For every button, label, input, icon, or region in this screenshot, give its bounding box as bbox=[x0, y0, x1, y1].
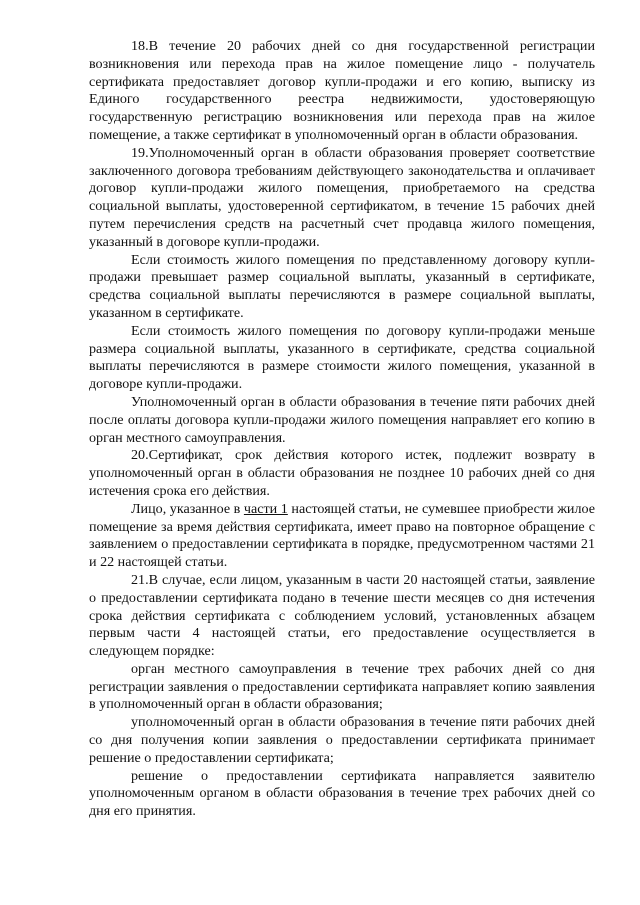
paragraph-text-after-link: настоящей статьи, не сумевшее приобрести жилое помещение за время действия сертификата, имеет право на повторное обращение с заявлением о предоставлении сертификата в порядке, предусмотренном частями 21 и 22 настоящей статьи. bbox=[89, 500, 595, 571]
document-page bbox=[89, 38, 595, 821]
paragraph-19-price-less: Если стоимость жилого помещения по договору купли-продажи меньше размера социальной выплаты, указанного в сертификате, средства социальной выплаты перечисляются в размере стоимости жилого помещения, указанной в договоре купли-продажи. bbox=[89, 322, 595, 393]
paragraph-21-step-decision-notice: решение о предоставлении сертификата направляется заявителю уполномоченным органом в области образования в течение трех рабочих дней со дня его принятия. bbox=[89, 767, 595, 820]
paragraph-18: 18.В течение 20 рабочих дней со дня государственной регистрации возникновения или перехода прав на жилое помещение лицо - получатель сертификата предоставляет договор купли-продажи и его копию, выписку из Единого государственного реестра недвижимости, удостоверяющую государственную регистрацию возникновения или перехода прав на жилое помещение, а также сертификат в уполномоченный орган в области образования. bbox=[89, 38, 595, 143]
paragraph-19-copy-to-local-authority: Уполномоченный орган в области образования в течение пяти рабочих дней после оплаты договора купли-продажи жилого помещения направляет его копию в орган местного самоуправления. bbox=[89, 393, 595, 446]
paragraph-text-before-link: Лицо, указанное в bbox=[131, 500, 244, 517]
paragraph-21-step-education-authority: уполномоченный орган в области образования в течение пяти рабочих дней со дня получения копии заявления о предоставлении сертификата принимает решение о предоставлении сертификата; bbox=[89, 714, 595, 766]
part-1-link[interactable]: части 1 bbox=[243, 500, 288, 517]
paragraph-21: 21.В случае, если лицом, указанным в части 20 настоящей статьи, заявление о предоставлении сертификата подано в течение шести месяцев со дня истечения срока действия сертификата с соблюдением условий, установленных абзацем первым части 4 настоящей статьи, его предоставление осуществляется в следующем порядке: bbox=[89, 571, 595, 660]
paragraph-20: 20.Сертификат, срок действия которого истек, подлежит возврату в уполномоченный орган в области образования не позднее 10 рабочих дней со дня истечения срока его действия. bbox=[89, 447, 595, 499]
paragraph-19: 19.Уполномоченный орган в области образования проверяет соответствие заключенного договора требованиям действующего законодательства и оплачивает договор купли-продажи жилого помещения, приобретаемого на средства социальной выплаты, удостоверенной сертификатом, в течение 15 рабочих дней путем перечисления средств на расчетный счет продавца жилого помещения, указанный в договоре купли-продажи. bbox=[89, 144, 595, 250]
paragraph-20-repeat-application bbox=[89, 501, 595, 572]
paragraph-21-step-local-authority: орган местного самоуправления в течение трех рабочих дней со дня регистрации заявления о предоставлении сертификата направляет копию заявления в уполномоченный орган в области образования; bbox=[89, 660, 595, 713]
paragraph-19-price-exceeds: Если стоимость жилого помещения по представленному договору купли-продажи превышает размер социальной выплаты, указанный в сертификате, средства социальной выплаты перечисляются в размере социальной выплаты, указанном в сертификате. bbox=[89, 251, 595, 321]
